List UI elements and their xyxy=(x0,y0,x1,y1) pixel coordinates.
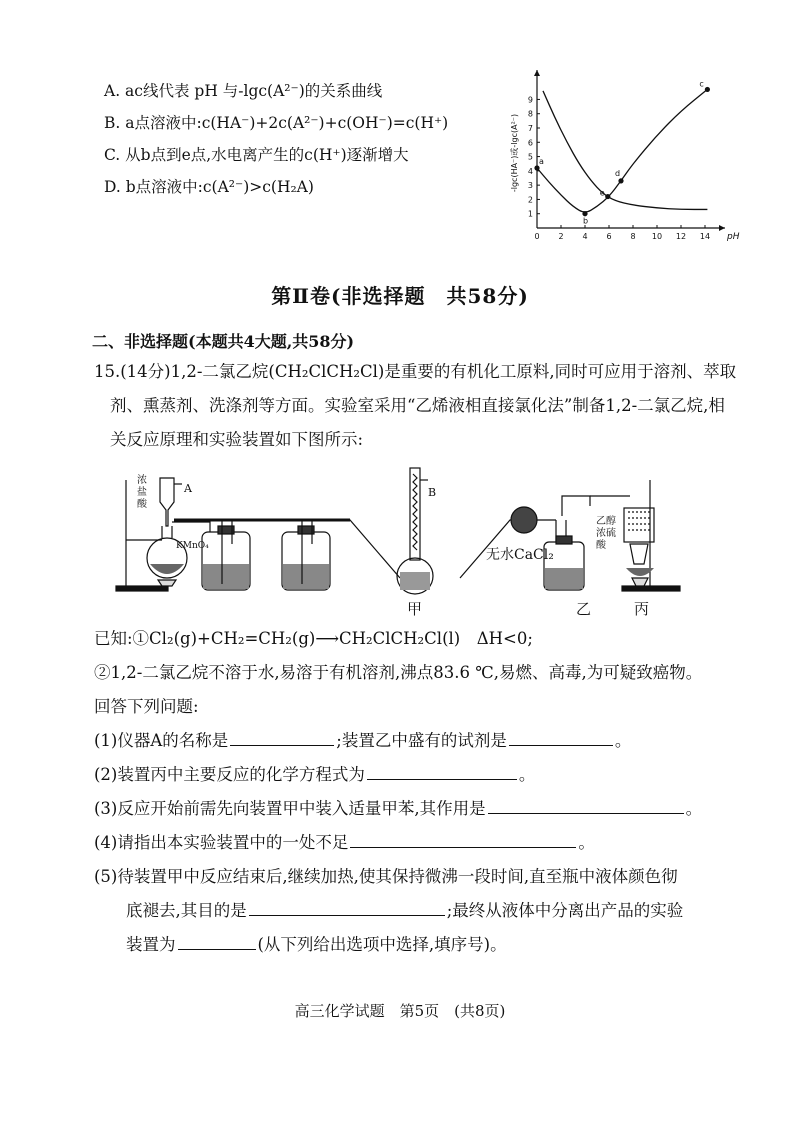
x-tick-label: 8 xyxy=(630,232,636,241)
label-ethanol-h2so4: 乙醇浓硫酸 xyxy=(596,516,616,551)
x-tick-label: 0 xyxy=(534,232,540,241)
q15-line3: 关反应原理和实验装置如下图所示: xyxy=(110,430,364,449)
x-tick-label: 4 xyxy=(582,232,588,241)
known-2: ②1,2-二氯乙烷不溶于水,易溶于有机溶剂,沸点83.6 ℃,易燃、高毒,为可疑致癌物。 xyxy=(94,663,703,682)
y-tick-label: 3 xyxy=(527,181,533,191)
y-axis-arrow xyxy=(534,70,540,76)
label-kmno4: KMnO₄ xyxy=(176,541,209,551)
question-3: (3)反应开始前需先向装置甲中装入适量甲苯,其作用是 。 xyxy=(94,799,703,818)
y-tick-label: 8 xyxy=(527,109,533,119)
y-tick-label: 6 xyxy=(527,138,533,148)
answer-blank[interactable] xyxy=(488,799,684,814)
q15-line1: 15.(14分)1,2-二氯乙烷(CH₂ClCH₂Cl)是重要的有机化工原料,同时可应用于溶剂、萃取 xyxy=(94,362,737,381)
label-b: B xyxy=(428,486,437,499)
y-tick-label: 1 xyxy=(527,209,533,219)
y-axis-label: -lgc(HA⁻)或-lgc(A²⁻) xyxy=(510,113,519,193)
x-axis-label: pH xyxy=(727,232,740,242)
q15-line2: 剂、熏蒸剂、洗涤剂等方面。实验室采用“乙烯液相直接氯化法”制备1,2-二氯乙烷,相 xyxy=(110,396,725,415)
part2-title: 第Ⅱ卷(非选择题 共58分) xyxy=(271,284,529,308)
section-heading: 二、非选择题(本题共4大题,共58分) xyxy=(92,332,355,351)
known-1: 已知:①Cl₂(g)+CH₂=CH₂(g)⟶CH₂ClCH₂Cl(l) ΔH<0; xyxy=(94,629,533,648)
answer-blank[interactable] xyxy=(249,901,445,916)
ph-lgc-chart xyxy=(505,70,740,250)
question-5-line1: (5)待装置甲中反应结束后,继续加热,使其保持微沸一段时间,直至瓶中液体颜色彻 xyxy=(94,867,678,886)
answer-blank[interactable] xyxy=(367,765,517,780)
answer-blank[interactable] xyxy=(509,731,613,746)
label-bing: 丙 xyxy=(634,600,650,618)
point-label-d: d xyxy=(615,168,621,178)
label-jia: 甲 xyxy=(407,600,423,618)
label-a: A xyxy=(184,482,192,495)
y-tick-label: 2 xyxy=(527,195,533,205)
label-yi: 乙 xyxy=(576,600,592,618)
series-line-2 xyxy=(543,91,707,210)
y-tick-label: 7 xyxy=(527,124,533,133)
label-concentrated-hcl: 浓盐酸 xyxy=(137,475,147,510)
x-tick-label: 10 xyxy=(651,232,663,241)
question-5-line3: 装置为 (从下列给出选项中选择,填序号)。 xyxy=(126,935,507,954)
x-axis-arrow xyxy=(719,225,725,231)
y-tick-label: 4 xyxy=(527,166,533,176)
option-d: D. b点溶液中:c(A²⁻)>c(H₂A) xyxy=(104,178,314,196)
point-d xyxy=(618,178,623,183)
point-label-c: c xyxy=(699,79,704,89)
x-tick-label: 6 xyxy=(606,232,612,241)
option-a: A. ac线代表 pH 与-lgc(A²⁻)的关系曲线 xyxy=(104,82,383,100)
question-2: (2)装置丙中主要反应的化学方程式为 。 xyxy=(94,765,536,784)
series-line-1 xyxy=(537,89,707,211)
y-tick-label: 5 xyxy=(527,152,533,162)
answer-blank[interactable] xyxy=(178,935,256,950)
answer-blank[interactable] xyxy=(350,833,576,848)
option-c: C. 从b点到e点,水电离产生的c(H⁺)逐渐增大 xyxy=(104,146,409,164)
label-cacl2: 无水CaCl₂ xyxy=(486,547,554,563)
answer-blank[interactable] xyxy=(230,731,334,746)
known-3: 回答下列问题: xyxy=(94,697,199,716)
question-5-line2: 底褪去,其目的是 ;最终从液体中分离出产品的实验 xyxy=(126,901,684,920)
point-label-e: e xyxy=(599,188,605,198)
point-a xyxy=(534,165,539,170)
option-b: B. a点溶液中:c(HA⁻)+2c(A²⁻)+c(OH⁻)=c(H⁺) xyxy=(104,114,449,132)
page-footer: 高三化学试题 第5页 (共8页) xyxy=(294,1002,506,1020)
point-label-a: a xyxy=(539,157,544,166)
question-1: (1)仪器A的名称是 ;装置乙中盛有的试剂是 。 xyxy=(94,731,632,750)
x-tick-label: 14 xyxy=(699,232,711,241)
y-tick-label: 9 xyxy=(527,95,533,105)
point-b xyxy=(582,211,587,216)
point-c xyxy=(705,87,710,92)
x-tick-label: 12 xyxy=(675,232,687,241)
x-tick-label: 2 xyxy=(558,232,564,241)
point-e xyxy=(605,194,610,199)
question-4: (4)请指出本实验装置中的一处不足 。 xyxy=(94,833,595,852)
point-label-b: b xyxy=(583,216,589,226)
